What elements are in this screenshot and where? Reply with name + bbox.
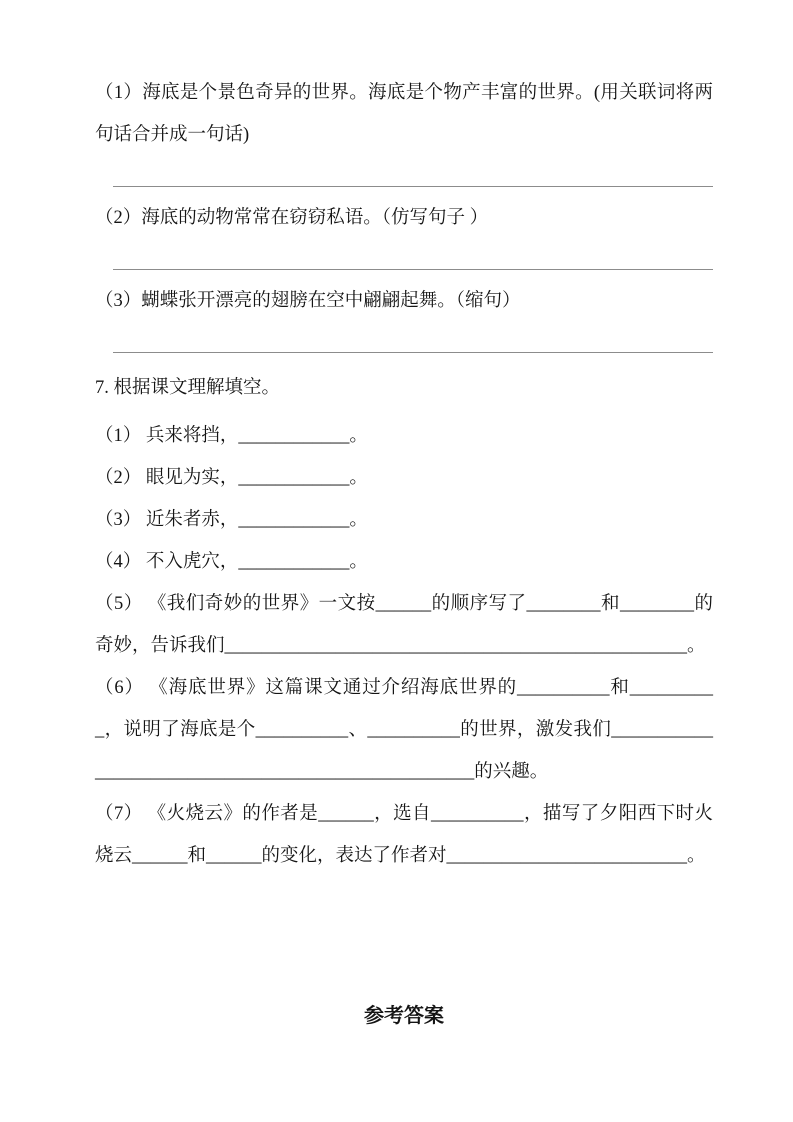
reference-answers-heading: 参考答案 bbox=[364, 1005, 444, 1027]
answer-line-3 bbox=[113, 352, 713, 353]
fill-blank-item-3: （3） 近朱者赤，____________。 bbox=[95, 510, 368, 530]
fill-blank-item-2: （2） 眼见为实，____________。 bbox=[95, 468, 368, 488]
answer-line-2 bbox=[113, 269, 713, 270]
fill-blank-item-5: （5） 《我们奇妙的世界》一文按______的顺序写了________和________的奇妙，告诉我们__________________________________________________。 bbox=[95, 594, 713, 656]
fill-blank-item-1: （1） 兵来将挡，____________。 bbox=[95, 426, 368, 446]
sentence-exercise-block-3 bbox=[95, 280, 713, 353]
fill-blank-item-6: （6） 《海底世界》这篇课文通过介绍海底世界的__________和__________，说明了海底是个__________、__________的世界，激发我们____________________________________________________的兴趣。 bbox=[95, 678, 713, 782]
fill-blank-item-7: （7） 《火烧云》的作者是______，选自__________，描写了夕阳西下时火烧云______和______的变化，表达了作者对__________________________。 bbox=[95, 804, 713, 866]
sentence-question-1: （1）海底是个景色奇异的世界。海底是个物产丰富的世界。(用关联词将两句话合并成一句话) bbox=[95, 83, 713, 145]
section7-title: 7. 根据课文理解填空。 bbox=[95, 378, 281, 398]
sentence-exercise-block-1 bbox=[95, 72, 713, 187]
sentence-exercise-block-2 bbox=[95, 197, 713, 270]
sentence-question-3: （3）蝴蝶张开漂亮的翅膀在空中翩翩起舞。（缩句） bbox=[95, 291, 521, 311]
fill-blank-item-4: （4） 不入虎穴，____________。 bbox=[95, 552, 368, 572]
sentence-question-2: （2）海底的动物常常在窃窃私语。（仿写句子 ） bbox=[95, 208, 489, 228]
answer-line-1 bbox=[113, 186, 713, 187]
